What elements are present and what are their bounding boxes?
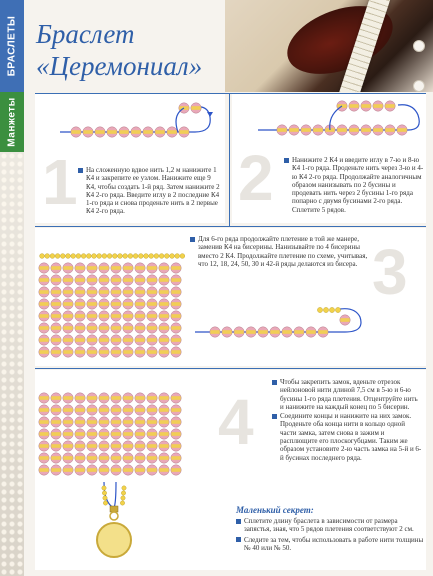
- seed-bead: [144, 254, 149, 259]
- bead: [147, 311, 157, 321]
- step-4-paragraph-1: Чтобы закрепить замок, вденьте отрезок нейлоновой нити длиной 7,5 см в 5-ю и 6-ю бусины 1-го ряда плетения. Отцентруйте нить и нанижите на каждый конец по 5 бисерин.: [272, 378, 422, 411]
- bead: [63, 417, 73, 427]
- bead: [111, 393, 121, 403]
- bead: [135, 275, 145, 285]
- bead: [282, 327, 292, 337]
- binder-hole: [413, 80, 425, 92]
- bead: [75, 405, 85, 415]
- bead: [159, 405, 169, 415]
- bead: [87, 299, 97, 309]
- bead: [75, 417, 85, 427]
- bead: [171, 347, 181, 357]
- bead: [159, 441, 169, 451]
- bead: [87, 465, 97, 475]
- seed-bead: [71, 254, 76, 259]
- bead: [361, 101, 371, 111]
- bead: [135, 347, 145, 357]
- bead: [123, 429, 133, 439]
- bead: [123, 405, 133, 415]
- bead: [210, 327, 220, 337]
- step-1-diagram: [60, 95, 220, 155]
- bead: [87, 311, 97, 321]
- bead: [95, 127, 105, 137]
- bead: [75, 311, 85, 321]
- bead: [135, 453, 145, 463]
- bead: [171, 311, 181, 321]
- bead: [123, 453, 133, 463]
- bead: [171, 275, 181, 285]
- bead: [99, 429, 109, 439]
- step-3-number: 3: [372, 236, 408, 308]
- bead: [39, 429, 49, 439]
- seed-bead: [128, 254, 133, 259]
- bead: [99, 347, 109, 357]
- bead: [75, 429, 85, 439]
- header-photo: [225, 0, 433, 92]
- seed-bead: [170, 254, 175, 259]
- bead: [39, 441, 49, 451]
- bead: [51, 347, 61, 357]
- bead: [123, 275, 133, 285]
- bead: [155, 127, 165, 137]
- bead: [87, 429, 97, 439]
- bead: [246, 327, 256, 337]
- seed-bead: [329, 307, 334, 312]
- bead: [75, 347, 85, 357]
- bead: [135, 417, 145, 427]
- bead: [123, 323, 133, 333]
- step-1-paragraph: На сложенную вдвое нить 1,2 м нанижите 1 К4 и закрепите ее узлом. Нанижите еще 9 К4, чтобы создать 1-й ряд. Затем нанижите 2 К4 2-го ряда. Введите иглу в 2 последние К4 1-го ряда и снова проденьте нить в 2 первые К4 2-го ряда.: [78, 166, 222, 216]
- seed-bead: [175, 254, 180, 259]
- seed-bead: [86, 254, 91, 259]
- bead: [123, 347, 133, 357]
- seed-bead: [81, 254, 86, 259]
- bead: [159, 299, 169, 309]
- bead: [385, 101, 395, 111]
- bead: [111, 323, 121, 333]
- bead: [123, 393, 133, 403]
- title-line-2: «Церемониал»: [36, 51, 203, 81]
- bead: [171, 441, 181, 451]
- bead: [63, 263, 73, 273]
- bead: [135, 311, 145, 321]
- bead: [99, 417, 109, 427]
- bead: [119, 127, 129, 137]
- bead: [111, 263, 121, 273]
- bead: [123, 417, 133, 427]
- bead: [71, 127, 81, 137]
- bead: [159, 311, 169, 321]
- bead: [111, 441, 121, 451]
- bead: [39, 465, 49, 475]
- bead: [63, 287, 73, 297]
- bead: [167, 127, 177, 137]
- tip-box: [236, 505, 426, 554]
- seed-bead: [60, 254, 65, 259]
- bead: [51, 287, 61, 297]
- bead: [111, 335, 121, 345]
- bead: [337, 125, 347, 135]
- bead: [99, 299, 109, 309]
- step-3-row-diagram: [195, 305, 370, 345]
- bead: [171, 429, 181, 439]
- bead: [159, 263, 169, 273]
- bead: [87, 405, 97, 415]
- bead: [75, 323, 85, 333]
- seed-bead: [50, 254, 55, 259]
- bead: [99, 453, 109, 463]
- bead: [87, 263, 97, 273]
- seed-bead: [123, 254, 128, 259]
- seed-bead: [92, 254, 97, 259]
- seed-bead: [55, 254, 60, 259]
- seed-bead: [103, 496, 107, 500]
- step-2-text: [284, 156, 424, 215]
- step-1-number: 1: [42, 146, 78, 218]
- seed-bead: [159, 254, 164, 259]
- bead: [39, 275, 49, 285]
- tip-item: Сплетите длину браслета в зависимости от размера запястья, зная, что 5 рядов плетения соответствуют 2 см.: [236, 517, 426, 534]
- step-4-paragraph-2: Соедините концы и нанижите на них замок. Проденьте оба конца нити в кольцо одной части замка, затем снова в зажим и расплющите его плоскогубцами. Таким же образом установите 2-ю часть замка на 5-й и 6-й бусинах последнего ряда.: [272, 412, 422, 462]
- seed-bead: [120, 501, 124, 505]
- seed-bead: [138, 254, 143, 259]
- bead: [171, 465, 181, 475]
- bead: [147, 429, 157, 439]
- bead: [63, 429, 73, 439]
- bead: [39, 323, 49, 333]
- bead: [147, 393, 157, 403]
- bead: [63, 441, 73, 451]
- bead: [171, 263, 181, 273]
- step-4-number: 4: [218, 386, 254, 458]
- bead: [99, 287, 109, 297]
- bead: [75, 263, 85, 273]
- seed-bead: [103, 501, 107, 505]
- title-line-1: Браслет: [36, 19, 135, 49]
- bead: [159, 453, 169, 463]
- bead: [63, 465, 73, 475]
- bead: [135, 299, 145, 309]
- bead: [51, 311, 61, 321]
- bead: [87, 287, 97, 297]
- bead: [39, 393, 49, 403]
- seed-bead: [102, 486, 106, 490]
- bead: [87, 393, 97, 403]
- step-2-diagram: [258, 95, 426, 150]
- step-1-text: [78, 166, 222, 217]
- tip-heading: Маленький секрет:: [236, 505, 314, 515]
- bead: [159, 287, 169, 297]
- bead: [313, 125, 323, 135]
- seed-bead: [154, 254, 159, 259]
- seed-bead: [335, 307, 340, 312]
- bead: [63, 323, 73, 333]
- seed-bead: [97, 254, 102, 259]
- bead: [63, 405, 73, 415]
- bead: [171, 287, 181, 297]
- bead: [111, 453, 121, 463]
- bead: [159, 393, 169, 403]
- bead: [99, 323, 109, 333]
- bead: [75, 465, 85, 475]
- bead: [289, 125, 299, 135]
- bead: [373, 125, 383, 135]
- bead: [39, 453, 49, 463]
- section-tab-label: БРАСЛЕТЫ: [6, 15, 18, 77]
- seed-bead: [317, 307, 322, 312]
- bead: [171, 335, 181, 345]
- bead: [171, 453, 181, 463]
- bead: [111, 405, 121, 415]
- bead: [135, 393, 145, 403]
- bracelet-photo-strip: [0, 152, 24, 576]
- bead: [147, 299, 157, 309]
- bead: [39, 263, 49, 273]
- bead: [87, 417, 97, 427]
- bead: [123, 465, 133, 475]
- bead: [191, 103, 201, 113]
- bead: [75, 441, 85, 451]
- bead: [135, 441, 145, 451]
- bead: [147, 335, 157, 345]
- bead: [87, 275, 97, 285]
- bead: [87, 347, 97, 357]
- page-title: [36, 18, 202, 82]
- seed-bead: [76, 254, 81, 259]
- crimp: [110, 506, 118, 512]
- bead: [171, 299, 181, 309]
- bead: [135, 465, 145, 475]
- bead: [340, 315, 350, 325]
- bead: [385, 125, 395, 135]
- bead: [51, 453, 61, 463]
- bead: [99, 393, 109, 403]
- bead: [111, 347, 121, 357]
- bead: [111, 287, 121, 297]
- seed-bead: [180, 254, 185, 259]
- bead: [75, 453, 85, 463]
- bead: [234, 327, 244, 337]
- seed-bead: [164, 254, 169, 259]
- bead: [147, 465, 157, 475]
- tip-item: Следите за тем, чтобы использовать в работе нити толщины № 40 или № 50.: [236, 536, 426, 553]
- bead: [39, 299, 49, 309]
- bead: [361, 125, 371, 135]
- bead: [39, 347, 49, 357]
- bead: [222, 327, 232, 337]
- seed-bead: [122, 486, 126, 490]
- seed-bead: [118, 254, 123, 259]
- bead: [99, 263, 109, 273]
- bead: [87, 441, 97, 451]
- bead: [159, 417, 169, 427]
- bead: [51, 405, 61, 415]
- bead: [83, 127, 93, 137]
- bead: [123, 335, 133, 345]
- bead: [39, 417, 49, 427]
- bead: [147, 323, 157, 333]
- bead: [318, 327, 328, 337]
- bead: [147, 347, 157, 357]
- bead: [159, 275, 169, 285]
- bead: [306, 327, 316, 337]
- bead: [123, 441, 133, 451]
- seed-bead: [323, 307, 328, 312]
- bead: [75, 393, 85, 403]
- bead: [75, 287, 85, 297]
- seed-bead: [121, 491, 125, 495]
- bead: [111, 465, 121, 475]
- bead: [111, 299, 121, 309]
- bead: [397, 125, 407, 135]
- bead: [294, 327, 304, 337]
- bead: [147, 263, 157, 273]
- bead: [63, 299, 73, 309]
- bead: [159, 465, 169, 475]
- bead: [171, 323, 181, 333]
- binder-hole: [413, 40, 425, 52]
- bead: [63, 275, 73, 285]
- bead: [135, 429, 145, 439]
- bead: [63, 311, 73, 321]
- bead: [147, 453, 157, 463]
- seed-bead: [133, 254, 138, 259]
- bead: [373, 101, 383, 111]
- seed-bead: [40, 254, 45, 259]
- bead: [87, 323, 97, 333]
- bead: [111, 311, 121, 321]
- bead: [99, 335, 109, 345]
- bead: [123, 311, 133, 321]
- step-4-clasp-diagram: [38, 388, 238, 568]
- bead: [135, 335, 145, 345]
- bead: [87, 335, 97, 345]
- bead: [51, 393, 61, 403]
- bead: [135, 287, 145, 297]
- bead: [51, 263, 61, 273]
- bead: [75, 275, 85, 285]
- bead: [87, 453, 97, 463]
- bead: [39, 405, 49, 415]
- bead: [147, 275, 157, 285]
- clasp-icon: [97, 523, 131, 557]
- bead: [147, 405, 157, 415]
- bead: [171, 417, 181, 427]
- bead: [111, 429, 121, 439]
- bead: [51, 417, 61, 427]
- seed-bead: [121, 496, 125, 500]
- bead: [111, 275, 121, 285]
- bead: [123, 263, 133, 273]
- bead: [51, 465, 61, 475]
- bead: [147, 287, 157, 297]
- bead: [123, 287, 133, 297]
- bead: [258, 327, 268, 337]
- bead: [135, 263, 145, 273]
- bead: [171, 393, 181, 403]
- bead: [349, 125, 359, 135]
- bead: [159, 335, 169, 345]
- bead: [147, 417, 157, 427]
- step-3-grid-diagram: [38, 250, 188, 362]
- bead: [131, 127, 141, 137]
- bead: [143, 127, 153, 137]
- bead: [51, 299, 61, 309]
- bead: [39, 335, 49, 345]
- seed-bead: [107, 254, 112, 259]
- bead: [159, 347, 169, 357]
- bead: [51, 441, 61, 451]
- subsection-tab-label: Манжеты: [6, 97, 18, 147]
- bead: [135, 323, 145, 333]
- bead: [277, 125, 287, 135]
- step-4-text: [272, 378, 422, 463]
- bead: [171, 405, 181, 415]
- seed-bead: [45, 254, 50, 259]
- step-2-number: 2: [238, 142, 274, 214]
- bead: [159, 323, 169, 333]
- bead: [99, 441, 109, 451]
- bead: [51, 429, 61, 439]
- bead: [99, 275, 109, 285]
- bead: [159, 429, 169, 439]
- bead: [63, 453, 73, 463]
- bead: [135, 405, 145, 415]
- seed-bead: [66, 254, 71, 259]
- seed-bead: [149, 254, 154, 259]
- bead: [75, 299, 85, 309]
- step-3-text: [190, 235, 368, 269]
- bead: [179, 127, 189, 137]
- step-3-paragraph: Для 6-го ряда продолжайте плетение в той же манере, заменив К4 на бисерины. Нанизывайте по 4 бисерины вместо 2 К4. Продолжайте плетение по схеме, учитывая, что 12, 18, 24, 50, 30 и 42-й ряды делаются из бисера.: [190, 235, 368, 268]
- bead: [51, 335, 61, 345]
- bead: [99, 311, 109, 321]
- jump-ring: [110, 512, 118, 520]
- bead: [75, 335, 85, 345]
- seed-bead: [102, 254, 107, 259]
- bead: [99, 405, 109, 415]
- bead: [63, 335, 73, 345]
- bead: [99, 465, 109, 475]
- bead: [147, 441, 157, 451]
- bead: [63, 347, 73, 357]
- bead: [51, 275, 61, 285]
- seed-bead: [102, 491, 106, 495]
- bead: [270, 327, 280, 337]
- bead: [111, 417, 121, 427]
- bead: [123, 299, 133, 309]
- step-2-paragraph: Нанижите 2 К4 и введите иглу в 7-ю и 8-ю К4 1-го ряда. Проденьте нить через 3-ю и 4-ю К4 2-го ряда. Продолжайте аналогичным образом нанизывать по 2 бусины и продевать нить через 2 бусины 1-го ряда попарно с двумя бусинами 2-го ряда. Сплетите 5 рядов.: [284, 156, 424, 214]
- bead: [107, 127, 117, 137]
- bead: [51, 323, 61, 333]
- bead: [349, 101, 359, 111]
- bead: [301, 125, 311, 135]
- seed-bead: [112, 254, 117, 259]
- bead: [63, 393, 73, 403]
- bead: [39, 287, 49, 297]
- bead: [39, 311, 49, 321]
